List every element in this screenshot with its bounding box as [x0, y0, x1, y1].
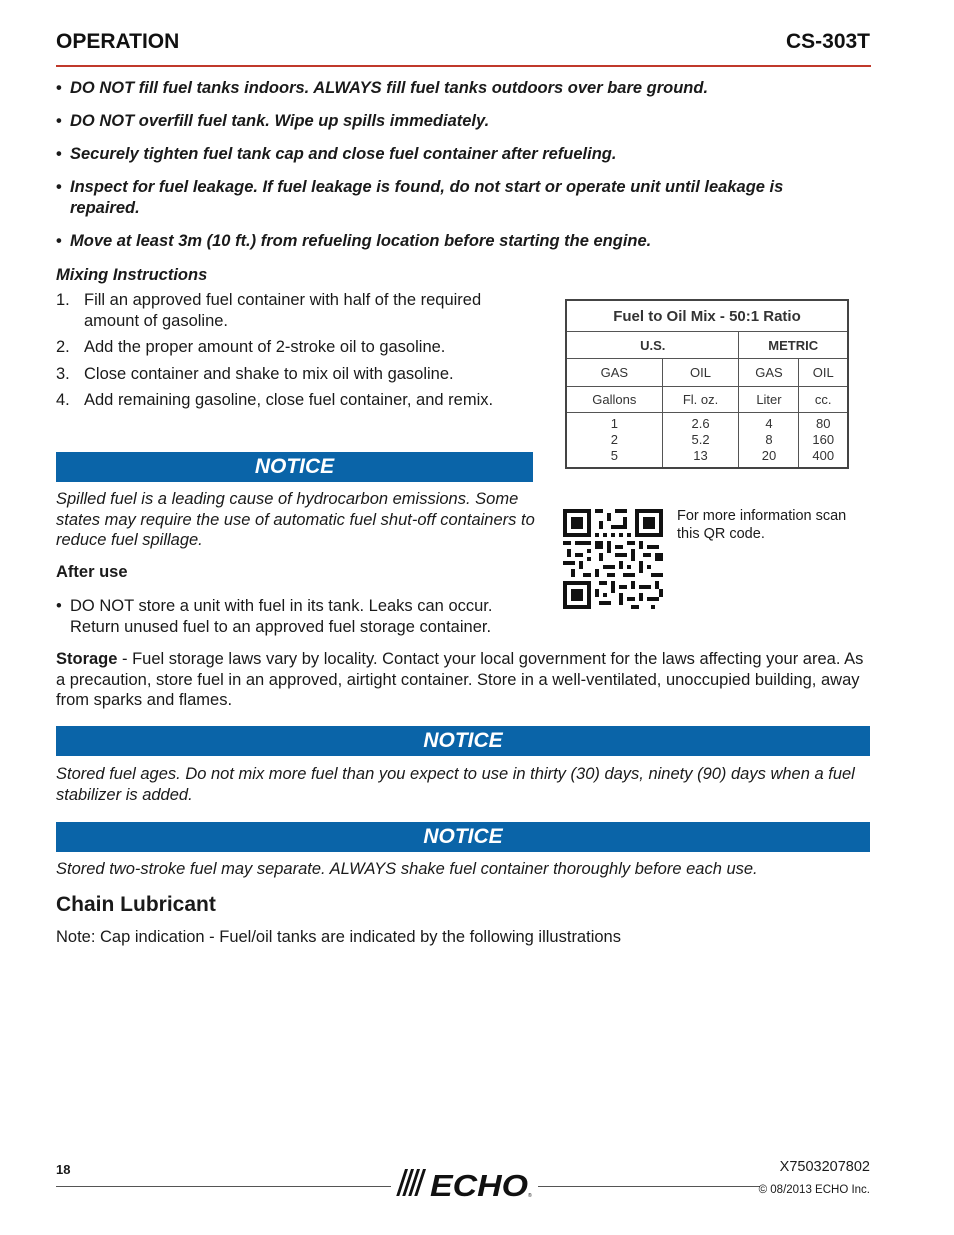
- warning-item: • Securely tighten fuel tank cap and close fuel container after refueling.: [56, 144, 856, 165]
- value: 4: [765, 416, 773, 431]
- step-text: Add remaining gasoline, close fuel container, and remix.: [84, 391, 494, 409]
- notice-banner: NOTICE: [56, 452, 533, 482]
- value: 80: [816, 416, 831, 431]
- mixing-instructions-title: Mixing Instructions: [56, 266, 208, 284]
- table-cell: [799, 413, 848, 469]
- value: 5: [610, 448, 618, 463]
- qr-code-icon: [563, 509, 663, 609]
- step-number: 3.: [56, 364, 70, 383]
- value: 2: [610, 432, 618, 447]
- step-text: Fill an approved fuel container with half of the required amount of gasoline.: [84, 291, 482, 330]
- column-header: GAS: [739, 359, 799, 387]
- column-header: OIL: [662, 359, 739, 387]
- unit-cell: Liter: [739, 387, 799, 413]
- notice-text: Stored fuel ages. Do not mix more fuel than you expect to use in thirty (30) days, ninety (90) days when a fuel stabilizer is added.: [56, 765, 855, 804]
- chain-note: Note: Cap indication - Fuel/oil tanks are indicated by the following illustrations: [56, 928, 621, 946]
- unit-cell: cc.: [799, 387, 848, 413]
- unit-cell: Gallons: [566, 387, 662, 413]
- chain-lubricant-heading: Chain Lubricant: [56, 893, 216, 916]
- mixing-steps: [56, 290, 526, 417]
- header-rule: [56, 65, 871, 67]
- column-header: GAS: [566, 359, 662, 387]
- warning-item: • Inspect for fuel leakage. If fuel leakage is found, do not start or operate unit until leakage is repaired.: [56, 177, 856, 219]
- notice-text: Spilled fuel is a leading cause of hydrocarbon emissions. Some states may require the use of automatic fuel shut-off containers to reduce fuel spillage.: [56, 490, 535, 549]
- after-use-text: DO NOT store a unit with fuel in its tank. Leaks can occur. Return unused fuel to an approved fuel storage container.: [70, 597, 493, 636]
- value: 20: [761, 448, 777, 463]
- list-item: [56, 390, 526, 411]
- list-item: [56, 337, 526, 358]
- document-number: X7503207802: [779, 1159, 870, 1175]
- page-number: 18: [56, 1162, 71, 1177]
- logo-text: ECHO: [430, 1168, 528, 1200]
- table-title: Fuel to Oil Mix - 50:1 Ratio: [566, 300, 848, 332]
- list-item: [56, 290, 526, 331]
- value: 1: [610, 416, 618, 431]
- value: 160: [812, 432, 835, 447]
- storage-paragraph: [56, 649, 871, 711]
- step-number: 2.: [56, 338, 70, 356]
- storage-text: - Fuel storage laws vary by locality. Contact your local government for the laws affecting your area. As a precaution, store fuel in an approved, airtight container. Store in a well-ventilated, unoccupied building, away from sparks and flames.: [56, 650, 864, 709]
- step-number: 1.: [56, 291, 70, 309]
- warning-item: • DO NOT overfill fuel tank. Wipe up spills immediately.: [56, 111, 856, 132]
- step-text: Add the proper amount of 2-stroke oil to gasoline.: [84, 338, 446, 356]
- svg-text:®: ®: [528, 1193, 532, 1199]
- step-number: 4.: [56, 391, 70, 409]
- list-item: [56, 596, 526, 637]
- list-item: [56, 364, 526, 385]
- copyright: © 08/2013 ECHO Inc.: [758, 1184, 870, 1196]
- section-title: OPERATION: [56, 30, 180, 53]
- table-cell: [662, 413, 739, 469]
- table-cell: [739, 413, 799, 469]
- value: 8: [765, 432, 773, 447]
- value: 13: [693, 448, 708, 463]
- value: 400: [812, 448, 835, 463]
- warning-item: • DO NOT fill fuel tanks indoors. ALWAYS fill fuel tanks outdoors over bare ground.: [56, 78, 856, 99]
- notice-banner: NOTICE: [56, 822, 870, 852]
- footer-rule-right: [538, 1186, 760, 1187]
- bullet-dot: •: [56, 597, 62, 615]
- step-text: Close container and shake to mix oil with gasoline.: [84, 364, 454, 383]
- notice-text: Stored two-stroke fuel may separate. ALWAYS shake fuel container thoroughly before each use.: [56, 860, 758, 878]
- table-cell: [566, 413, 662, 469]
- column-header: OIL: [799, 359, 848, 387]
- notice-banner: NOTICE: [56, 726, 870, 756]
- group-header-us: U.S.: [566, 332, 739, 359]
- storage-label: Storage: [56, 650, 118, 668]
- value: 5.2: [691, 432, 710, 447]
- warning-item: • Move at least 3m (10 ft.) from refueling location before starting the engine.: [56, 231, 856, 252]
- fuel-warning-list: [56, 78, 856, 264]
- unit-cell: Fl. oz.: [662, 387, 739, 413]
- value: 2.6: [691, 416, 710, 431]
- after-use-title: After use: [56, 563, 128, 581]
- group-header-metric: METRIC: [739, 332, 848, 359]
- model-number: CS-303T: [785, 30, 870, 53]
- qr-caption: For more information scan this QR code.: [677, 508, 847, 542]
- fuel-oil-mix-table: [565, 299, 849, 469]
- footer-rule-left: [56, 1186, 391, 1187]
- echo-logo: [392, 1166, 538, 1200]
